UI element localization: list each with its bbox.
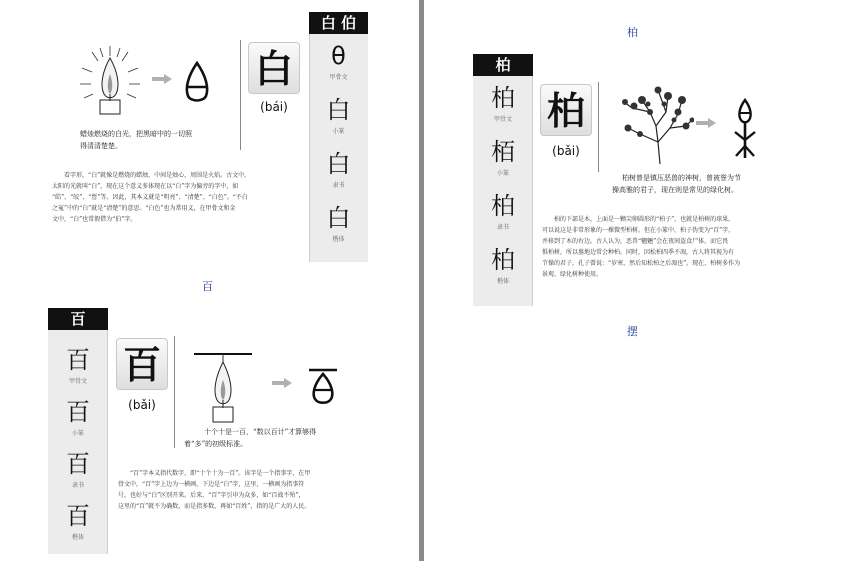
script-variant <box>309 148 368 202</box>
bo-body-text: 柏的下部是木，上面是一颗尖卵圆形的“柏子”，也就是柏树的球果。 可以说这是非常形象的一棵微型柏树。但在小篆中，柏子伪变为“百”字， 并移到了木的右边。古人认为，恶兽“魍魉”会在夜间盗食尸体，而它畏 惧柏树，所以墓地边常会种柏。同时，因松柏四季不凋，古人将其视为有 节操的君子，孔子曾说：“岁寒，然后知松柏之后凋也”。现在，柏树多作为 景观、绿化树种使用。 <box>542 216 741 278</box>
bai-ancient-glyph <box>182 60 212 104</box>
script-variant-label: 小篆 <box>496 170 509 177</box>
script-variant-label: 隶书 <box>496 224 509 231</box>
bai-divider-line <box>240 40 241 150</box>
script-variant-glyph: 栢 <box>491 138 515 166</box>
bai-pinyin: (bái) <box>260 100 288 114</box>
top-entry-link-bo[interactable]: 柏 <box>627 26 638 39</box>
bai-variant-list <box>309 40 368 256</box>
script-variant-label: 隶书 <box>332 182 345 189</box>
script-variant-glyph: 柏 <box>491 84 515 112</box>
script-variant-glyph: 柏 <box>491 192 515 220</box>
script-variant-glyph: θ <box>331 42 346 70</box>
bai3-image-caption: 十个十是一百，“数以百计”才算够得 着“多”的初级标准。 <box>184 428 317 448</box>
bai-big-char: 白 <box>248 42 300 94</box>
bo-ancient-glyph <box>732 98 758 160</box>
script-variant <box>48 396 108 448</box>
script-variant-glyph: 百 <box>66 502 90 530</box>
bai-body-text: 看字形，“白”就像是燃烧的蜡烛，中间是烛心，周围是火焰。古文中， 太阳的光就叫“白”，现在这个意义多体现在以“白”字为偏旁的字中，如 “皓”、“皎”、“皙”等。因此，其本义就是“明亮”、“清楚”、“白色”。“不白 之冤”中的“白”就是“清楚”的意思。“白色”也为常用义，在甲骨文和金 文中，“白”也常假借为“伯”字。 <box>52 172 251 223</box>
script-variant-glyph: 百 <box>66 346 90 374</box>
script-variant-label: 甲骨文 <box>329 74 348 81</box>
left-page <box>0 0 419 561</box>
right-page <box>424 0 843 561</box>
script-variant <box>473 136 533 190</box>
hanging-candle-illustration <box>192 352 254 424</box>
script-variant <box>48 500 108 552</box>
bai3-big-char: 百 <box>116 338 168 390</box>
script-variant-label: 楷体 <box>496 278 509 285</box>
script-variant-label: 甲骨文 <box>493 116 512 123</box>
bai3-section-tab: 百 <box>48 308 108 330</box>
script-variant-label: 甲骨文 <box>68 378 87 385</box>
script-variant <box>309 202 368 256</box>
bo-section-tab: 柏 <box>473 54 533 76</box>
script-variant-label: 隶书 <box>71 482 84 489</box>
bo-pinyin: (bǎi) <box>552 144 580 158</box>
script-variant-label: 楷体 <box>71 534 84 541</box>
script-variant-glyph: 百 <box>66 450 90 478</box>
script-variant <box>473 82 533 136</box>
cypress-tree-illustration <box>620 82 694 166</box>
bo-big-char: 柏 <box>540 84 592 136</box>
candle-illustration <box>78 44 142 116</box>
script-variant-label: 小篆 <box>332 128 345 135</box>
script-variant-glyph: 百 <box>66 398 90 426</box>
bai3-ancient-glyph <box>306 366 340 406</box>
script-variant-glyph: 柏 <box>491 246 515 274</box>
next-entry-link-bai4[interactable]: 摆 <box>627 325 638 338</box>
next-entry-link-bai3[interactable]: 百 <box>202 280 213 293</box>
bai3-pinyin: (bǎi) <box>128 398 156 412</box>
bai3-body-text: “百”字本义指代数字，即“十个十为一百”。该字是一个指事字，在甲 骨文中，“百”字上边为一横画，下边是“白”字，这里，一横画为指事符 号，也好与“白”区别开来。后来，“百”字引申为众多，如“百战不殆”， 这里的“百”就不为确数，而是指多数，再如“百姓”，指的是广大的人民。 <box>118 470 311 510</box>
bai-image-caption: 蜡烛燃烧的白光，把黑暗中的一切照 得清清楚楚。 <box>80 130 192 150</box>
script-variant-glyph: 白 <box>326 204 351 232</box>
script-variant <box>309 40 368 94</box>
bai3-divider-line <box>174 336 175 448</box>
script-variant <box>473 244 533 298</box>
bo-image-caption: 柏树曾是镇压恶兽的神树，曾被誉为节 操高雅的君子，现在则是常见的绿化树。 <box>612 174 741 194</box>
script-variant <box>48 448 108 500</box>
bo-variant-list <box>473 82 533 298</box>
arrow-right-icon <box>272 378 292 388</box>
script-variant-glyph: 白 <box>326 150 351 178</box>
script-variant <box>309 94 368 148</box>
bai-section-tab: 白 伯 <box>309 12 368 34</box>
script-variant <box>473 190 533 244</box>
script-variant-label: 楷体 <box>332 236 345 243</box>
script-variant <box>48 344 108 396</box>
arrow-right-icon <box>152 74 172 84</box>
script-variant-glyph: 白 <box>326 96 351 124</box>
bai3-variant-list <box>48 344 108 552</box>
bo-divider-line <box>598 82 599 172</box>
arrow-right-icon <box>696 118 716 128</box>
script-variant-label: 小篆 <box>71 430 84 437</box>
